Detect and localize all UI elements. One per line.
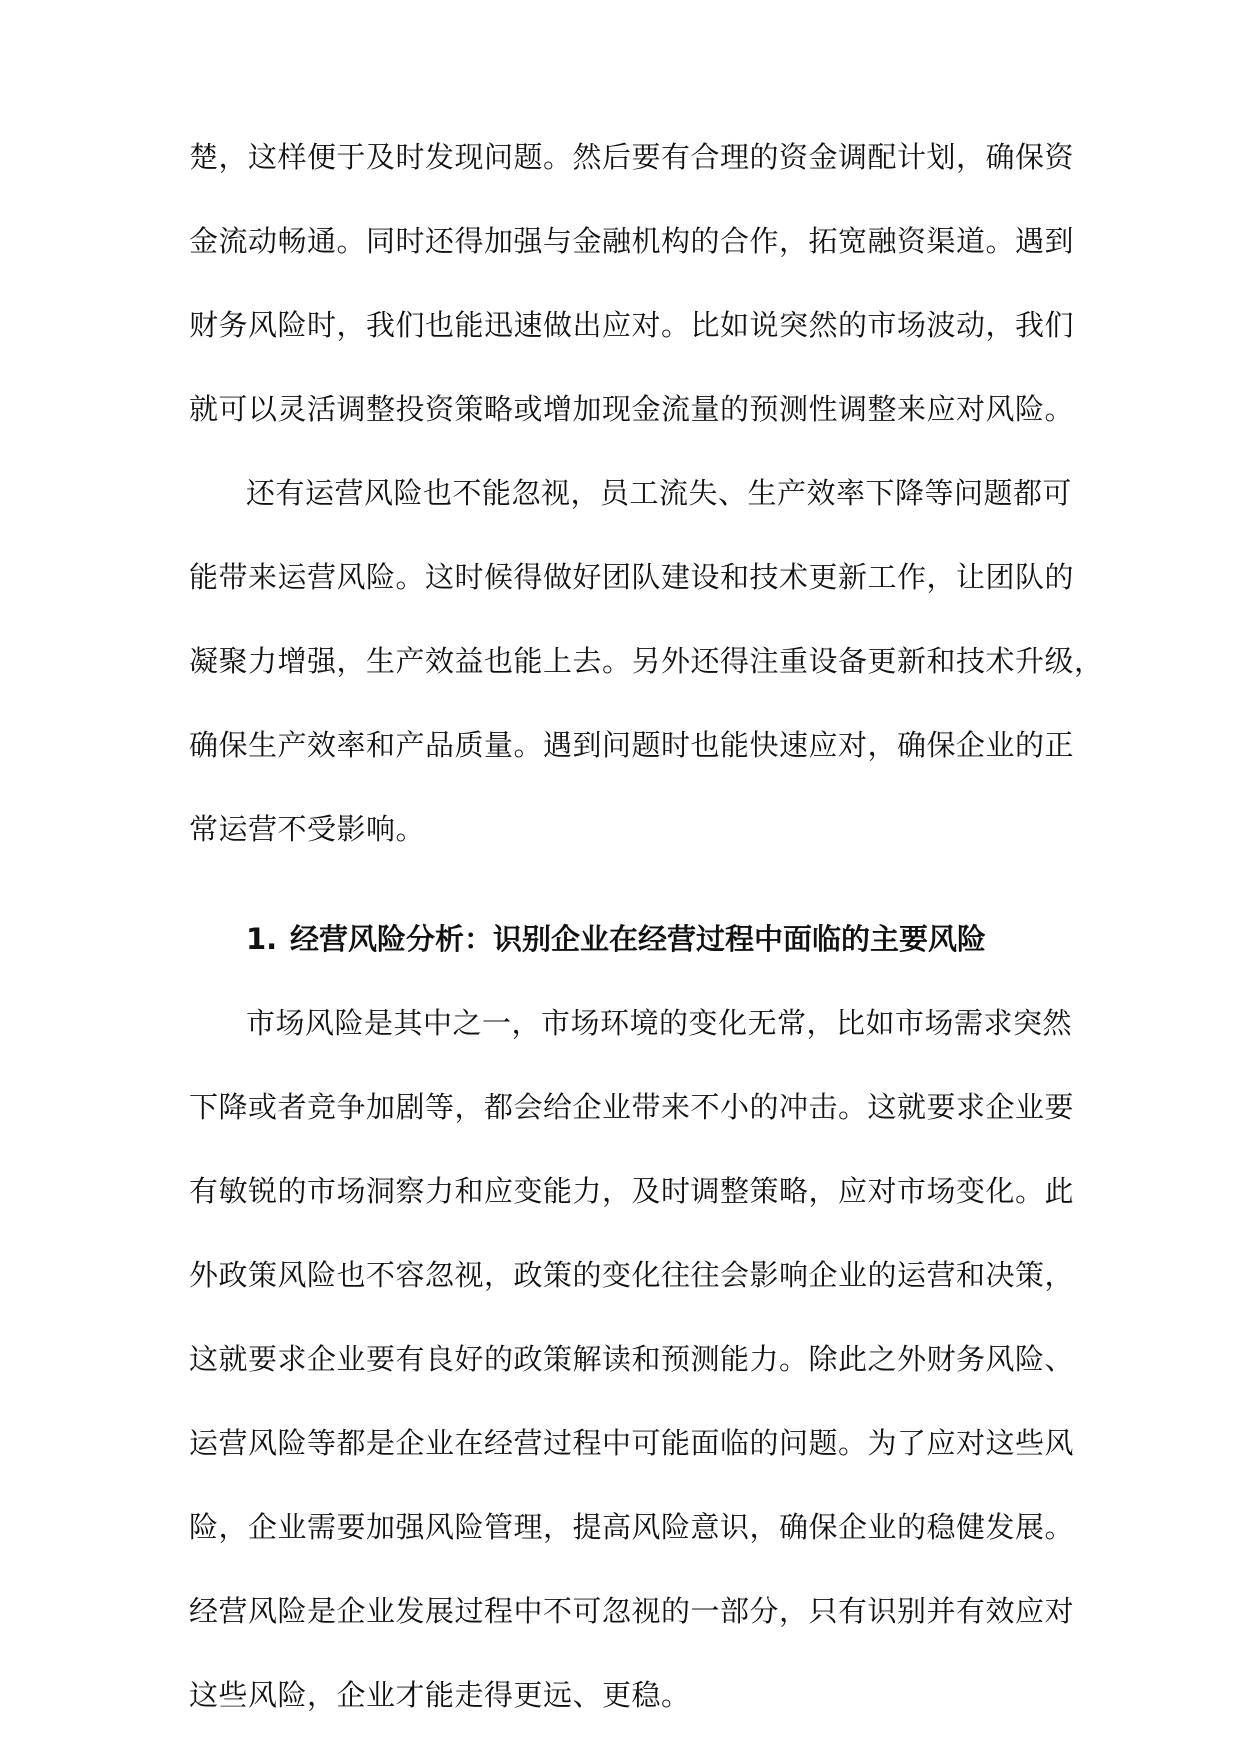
paragraph-1-line-3: 财务风险时，我们也能迅速做出应对。比如说突然的市场波动，我们: [189, 308, 1075, 342]
paragraph-3-line-3: 有敏锐的市场洞察力和应变能力，及时调整策略，应对市场变化。此: [189, 1174, 1075, 1208]
paragraph-2-line-2: 能带来运营风险。这时候得做好团队建设和技术更新工作，让团队的: [189, 560, 1075, 594]
paragraph-1-line-4: 就可以灵活调整投资策略或增加现金流量的预测性调整来应对风险。: [189, 392, 1075, 426]
paragraph-3-line-1: 市场风险是其中之一，市场环境的变化无常，比如市场需求突然: [246, 1006, 1073, 1040]
paragraph-3-line-7: 险，企业需要加强风险管理，提高风险意识，确保企业的稳健发展。: [189, 1510, 1075, 1544]
section-heading-number: 1.: [246, 922, 278, 956]
paragraph-2-line-3: 凝聚力增强，生产效益也能上去。另外还得注重设备更新和技术升级，: [189, 644, 1104, 678]
paragraph-2-line-1: 还有运营风险也不能忽视，员工流失、生产效率下降等问题都可: [246, 476, 1073, 510]
paragraph-3-line-5: 这就要求企业要有良好的政策解读和预测能力。除此之外财务风险、: [189, 1342, 1075, 1376]
paragraph-2-line-4: 确保生产效率和产品质量。遇到问题时也能快速应对，确保企业的正: [189, 728, 1075, 762]
paragraph-3-line-9: 这些风险，企业才能走得更远、更稳。: [189, 1678, 691, 1712]
paragraph-3-line-8: 经营风险是企业发展过程中不可忽视的一部分，只有识别并有效应对: [189, 1594, 1075, 1628]
section-heading-text: 经营风险分析：识别企业在经营过程中面临的主要风险: [290, 922, 987, 956]
paragraph-3-line-4: 外政策风险也不容忽视，政策的变化往往会影响企业的运营和决策，: [189, 1258, 1075, 1292]
paragraph-3-line-2: 下降或者竞争加剧等，都会给企业带来不小的冲击。这就要求企业要: [189, 1090, 1075, 1124]
paragraph-3-line-6: 运营风险等都是企业在经营过程中可能面临的问题。为了应对这些风: [189, 1426, 1075, 1460]
section-heading: [246, 914, 1059, 964]
paragraph-2-line-5: 常运营不受影响。: [189, 812, 426, 846]
paragraph-1-line-1: 楚，这样便于及时发现问题。然后要有合理的资金调配计划，确保资: [189, 140, 1075, 174]
paragraph-1-line-2: 金流动畅通。同时还得加强与金融机构的合作，拓宽融资渠道。遇到: [189, 224, 1075, 258]
